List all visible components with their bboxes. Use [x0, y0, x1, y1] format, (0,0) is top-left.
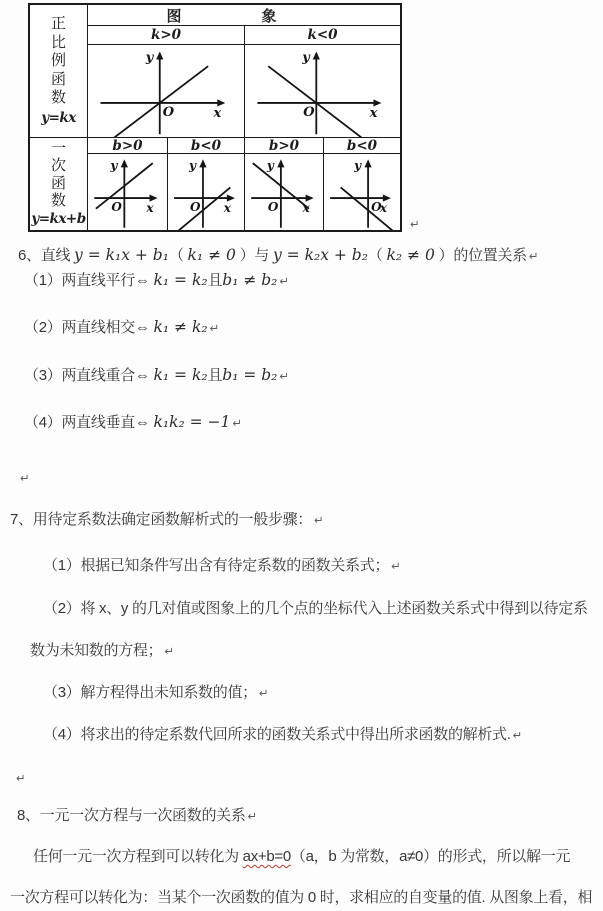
svg-text:y: y: [354, 158, 362, 173]
sec8-para-line-1: [33, 847, 570, 866]
sec8-para-line-2: [10, 888, 592, 907]
paragraph-mark: ↵: [258, 686, 269, 700]
svg-text:x: x: [379, 201, 387, 216]
text-segment: ax+b=0: [242, 848, 291, 865]
svg-text:O: O: [303, 104, 315, 120]
paragraph-mark: ↵: [314, 513, 324, 527]
text-segment: （1）两直线平行⇔: [24, 272, 154, 289]
svg-text:x: x: [302, 201, 310, 216]
svg-text:x: x: [146, 201, 154, 216]
condition-b-negative-1: b<0: [168, 138, 245, 154]
text-segment: y = k₂x + b₂: [272, 246, 368, 264]
text-segment: k₂ ≠ 0: [386, 246, 435, 264]
text-segment: k₁k₂ = −1: [153, 413, 231, 431]
text-segment: k₁ ≠ k₂: [153, 318, 208, 336]
svg-text:O: O: [111, 200, 122, 215]
text-segment: 6、直线: [18, 247, 75, 264]
text-segment: （4）将求出的待定系数代回所求的函数关系式中得出所求函数的解析式.: [43, 726, 511, 743]
sec6-item-4: [24, 413, 242, 433]
text-segment: 数为未知数的方程；: [30, 642, 163, 659]
text-segment: （a，b 为常数，a≠0）的形式，所以解一元: [290, 848, 571, 865]
text-segment: y = k₁x + b₁: [74, 246, 169, 264]
condition-k-negative: k<0: [245, 26, 400, 45]
text-segment: （2）将 x、y 的几对值或图象上的几个点的坐标代入上述函数关系式中得到以待定系: [43, 600, 588, 617]
svg-text:x: x: [223, 201, 231, 216]
text-segment: k₁ = k₂: [153, 366, 208, 384]
empty-line-2: [14, 768, 26, 788]
svg-text:x: x: [369, 105, 378, 121]
svg-text:O: O: [371, 200, 382, 215]
paragraph-mark: ↵: [247, 809, 258, 823]
sec8-heading: [17, 806, 257, 826]
empty-line-1: [18, 468, 30, 488]
sec7-item-2: [43, 599, 588, 618]
paragraph-mark: ↵: [20, 471, 30, 485]
text-segment: （: [367, 247, 387, 264]
header-char-xiang: 象: [261, 7, 277, 25]
text-segment: （3）两直线重合⇔: [24, 367, 154, 384]
svg-text:y: y: [302, 50, 310, 66]
text-segment: k₁ ≠ 0: [187, 246, 236, 264]
paragraph-mark: ↵: [232, 416, 243, 430]
condition-b-positive-1: b>0: [88, 138, 168, 154]
text-segment: （4）两直线垂直⇔: [24, 414, 154, 431]
text-segment: ）的位置关系: [434, 247, 527, 264]
svg-text:y: y: [145, 50, 154, 66]
text-segment: k₁ = k₂: [153, 271, 208, 289]
sec7-item-2-cont: [30, 641, 174, 661]
svg-text:x: x: [213, 105, 222, 121]
row-label-formula: y=kx+b: [31, 210, 86, 227]
condition-b-negative-2: b<0: [324, 138, 400, 154]
paragraph-mark: ↵: [279, 369, 290, 383]
text-segment: 任何一元一次方程到可以转化为: [33, 848, 243, 865]
text-segment: （2）两直线相交⇔: [24, 319, 154, 336]
text-segment: （3）解方程得出未知系数的值；: [43, 684, 257, 701]
condition-k-positive: k>0: [88, 26, 245, 45]
table-end-mark: [408, 214, 420, 234]
text-segment: 一次方程可以转化为：当某个一次函数的值为 0 时，求相应的自变量的值. 从图象上看，相: [10, 889, 593, 906]
text-segment: b₁ ≠ b₂: [222, 271, 278, 289]
sec6-item-3: [24, 366, 289, 386]
paragraph-mark: ↵: [209, 321, 220, 335]
svg-text:y: y: [266, 158, 274, 173]
text-segment: 7、用待定系数法确定函数解析式的一般步骤：: [10, 511, 313, 528]
row-label-chars: 一 次 函 数: [50, 139, 66, 210]
sec6-item-1: [24, 271, 289, 291]
text-segment: （1）根据已知条件写出含有待定系数的函数关系式；: [43, 557, 390, 574]
row-label-formula: y=kx: [41, 109, 76, 126]
header-char-tu: 图: [166, 7, 182, 25]
paragraph-mark: ↵: [279, 274, 290, 288]
condition-b-positive-2: b>0: [245, 138, 324, 154]
svg-text:y: y: [188, 158, 196, 173]
svg-text:O: O: [162, 104, 175, 120]
svg-text:O: O: [267, 200, 279, 215]
paragraph-mark: ↵: [391, 559, 401, 573]
text-segment: 且: [207, 272, 223, 289]
sec7-item-3: [43, 683, 269, 703]
paragraph-mark: ↵: [410, 217, 420, 231]
svg-text:O: O: [189, 200, 201, 215]
text-segment: （: [168, 247, 188, 264]
paragraph-mark: ↵: [528, 249, 539, 263]
sec6-item-2: [24, 318, 219, 338]
paragraph-mark: ↵: [16, 771, 26, 785]
text-segment: b₁ = b₂: [222, 366, 278, 384]
sec6-heading: [18, 246, 539, 266]
sec7-heading: [10, 510, 324, 530]
svg-text:y: y: [110, 158, 118, 173]
sec7-item-1: [43, 556, 401, 576]
paragraph-mark: ↵: [164, 644, 174, 658]
row-label-chars: 正 比 例 函 数: [50, 15, 66, 106]
text-segment: ）与: [235, 247, 273, 264]
text-segment: 8、一元一次方程与一次函数的关系: [17, 807, 246, 824]
text-segment: 且: [207, 367, 223, 384]
paragraph-mark: ↵: [512, 728, 523, 742]
sec7-item-4: [43, 725, 522, 745]
